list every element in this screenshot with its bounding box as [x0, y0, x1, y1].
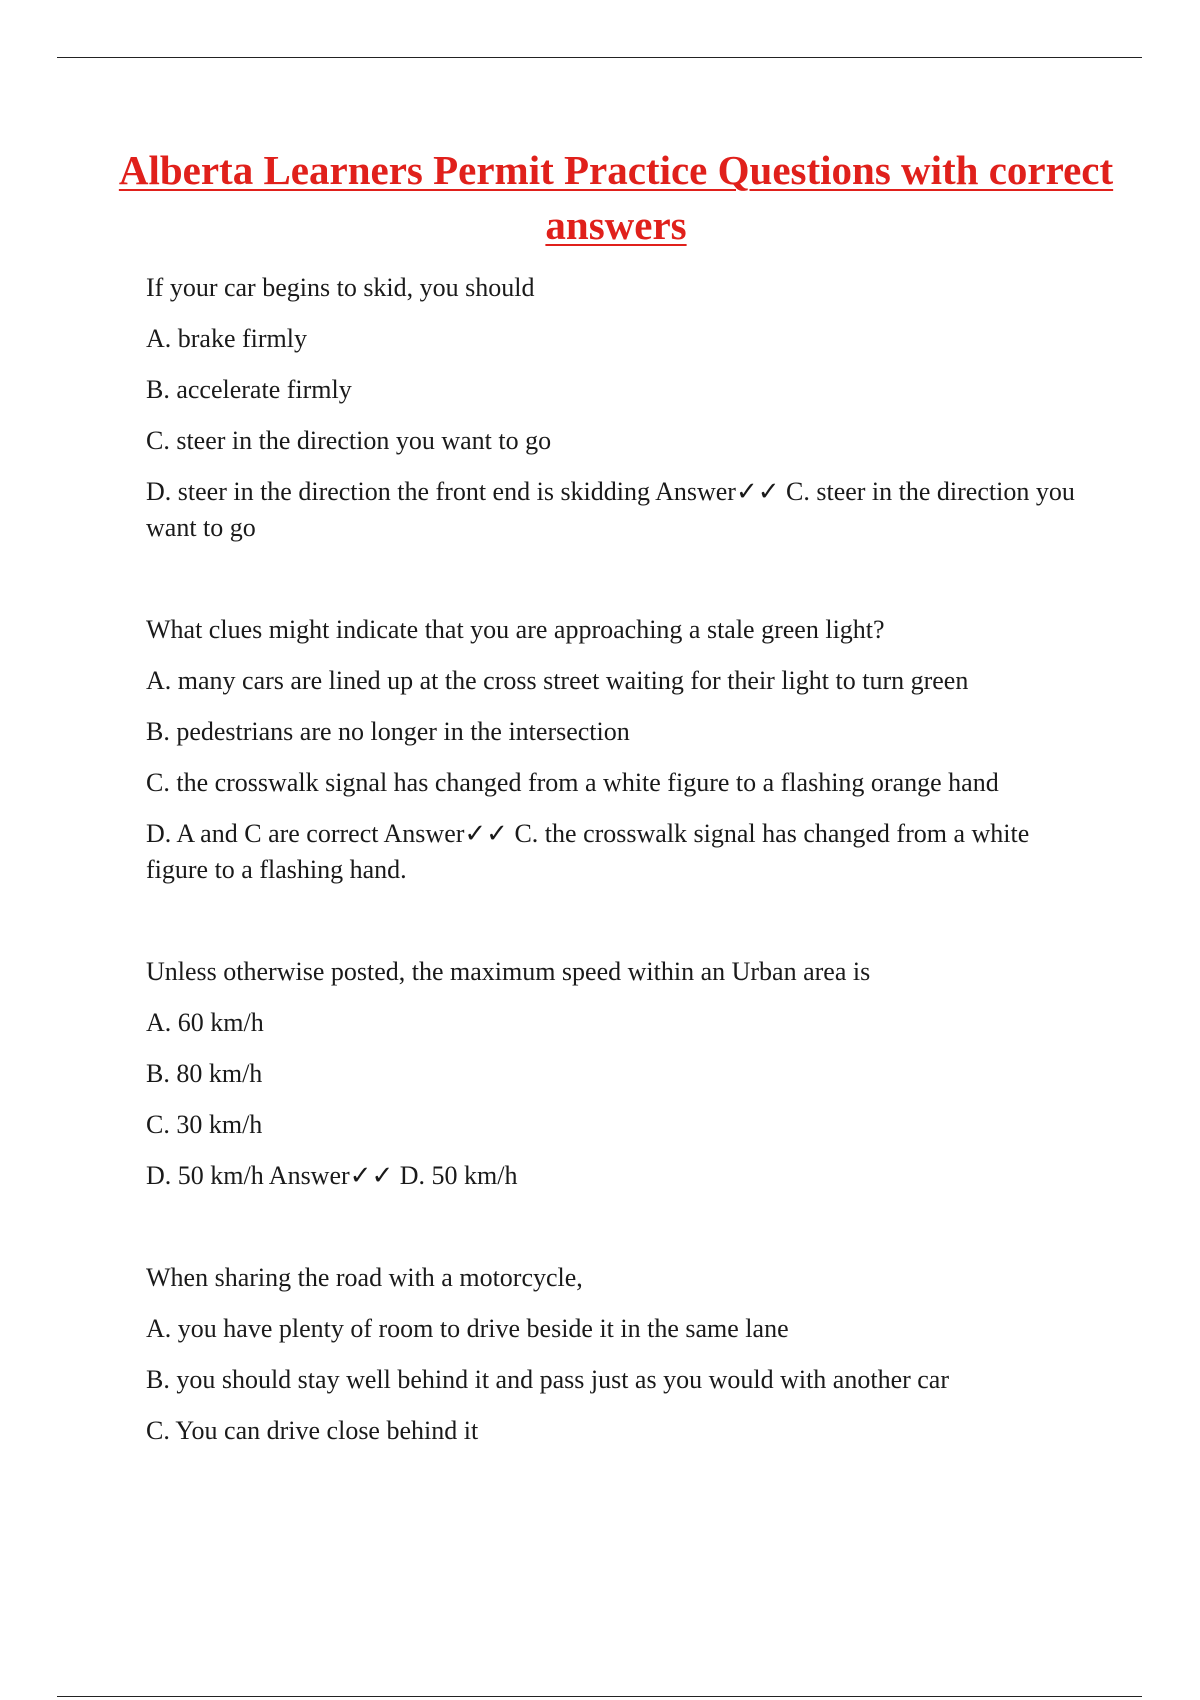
- answer-option: C. the crosswalk signal has changed from a white figure to a flashing orange hand: [146, 768, 999, 797]
- answer-option: B. accelerate firmly: [146, 375, 352, 404]
- document-title: Alberta Learners Permit Practice Questions with correct answers: [118, 147, 1114, 248]
- question-block: [146, 954, 1086, 1194]
- answer-option: C. 30 km/h: [146, 1110, 263, 1139]
- question-block: [146, 1260, 1086, 1449]
- answer-option: A. 60 km/h: [146, 1008, 264, 1037]
- answer-option: B. pedestrians are no longer in the intersection: [146, 717, 630, 746]
- answer-option: B. 80 km/h: [146, 1059, 263, 1088]
- question-block: [146, 612, 1086, 888]
- question-text: Unless otherwise posted, the maximum speed within an Urban area is: [146, 957, 871, 986]
- answer-option: A. many cars are lined up at the cross street waiting for their light to turn green: [146, 666, 969, 695]
- answer-option: B. you should stay well behind it and pass just as you would with another car: [146, 1365, 950, 1394]
- question-text: If your car begins to skid, you should: [146, 273, 535, 302]
- answer-option: C. steer in the direction you want to go: [146, 426, 552, 455]
- answer-option: A. brake firmly: [146, 324, 308, 353]
- answer-option: A. you have plenty of room to drive beside it in the same lane: [146, 1314, 789, 1343]
- answer-option: C. You can drive close behind it: [146, 1416, 479, 1445]
- question-list: [146, 270, 1086, 1515]
- answer-option-with-answer: D. steer in the direction the front end is skidding Answer✓✓ C. steer in the direction you want to go: [146, 477, 1075, 542]
- question-block: [146, 270, 1086, 546]
- question-text: When sharing the road with a motorcycle,: [146, 1263, 583, 1292]
- answer-option-with-answer: D. 50 km/h Answer✓✓ D. 50 km/h: [146, 1161, 518, 1190]
- question-text: What clues might indicate that you are approaching a stale green light?: [146, 615, 885, 644]
- top-rule: [57, 57, 1142, 58]
- bottom-rule: [57, 1696, 1142, 1697]
- answer-option-with-answer: D. A and C are correct Answer✓✓ C. the crosswalk signal has changed from a white figure to a flashing hand.: [146, 819, 1030, 884]
